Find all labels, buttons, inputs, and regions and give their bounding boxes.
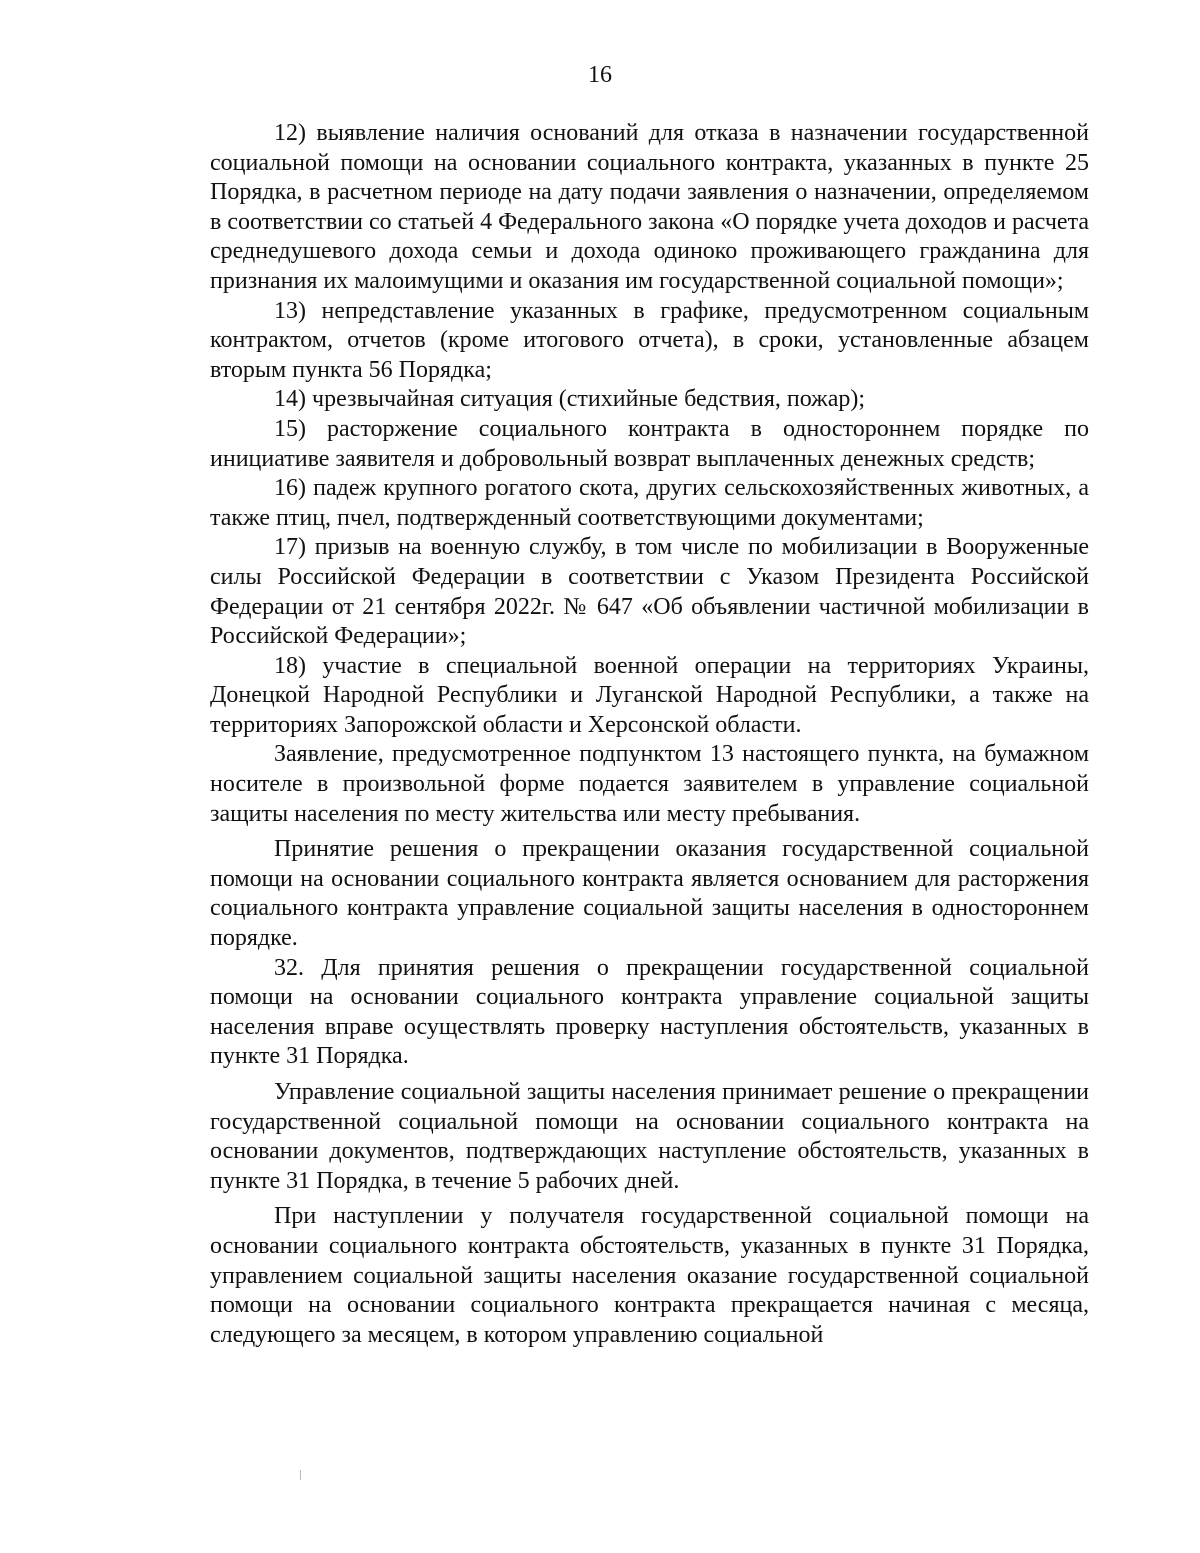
paragraph-application-note: Заявление, предусмотренное подпунктом 13 настоящего пункта, на бумажном носителе в произвольной форме подается заявителем в управление социальной защиты населения по месту жительства или месту пребывания. xyxy=(210,741,1089,827)
paragraph-section-32: 32. Для принятия решения о прекращении государственной социальной помощи на основании социального контракта управление социальной защиты населения вправе осуществлять проверку наступления обстоятельств, указанных в пункте 31 Порядка. xyxy=(210,954,1089,1070)
paragraph-item-12: 12) выявление наличия оснований для отказа в назначении государственной социальной помощи на основании социального контракта, указанных в пункте 25 Порядка, в расчетном периоде на дату подачи заявления о назначении, определяемом в соответствии со статьей 4 Федерального закона «О порядке учета доходов и расчета среднедушевого дохода семьи и дохода одиноко проживающего гражданина для признания их малоимущими и оказания им государственной социальной помощи»; xyxy=(210,120,1089,294)
paragraph-item-18: 18) участие в специальной военной операции на территориях Украины, Донецкой Народной Республики и Луганской Народной Республики, а также на территориях Запорожской области и Херсонской области. xyxy=(210,652,1089,738)
paragraph-item-15: 15) расторжение социального контракта в одностороннем порядке по инициативе заявителя и добровольный возврат выплаченных денежных средств; xyxy=(210,415,1089,472)
scan-artifact xyxy=(300,1470,301,1480)
paragraph-decision-deadline: Управление социальной защиты населения принимает решение о прекращении государственной социальной помощи на основании социального контракта на основании документов, подтверждающих наступление обстоятельств, указанных в пункте 31 Порядка, в течение 5 рабочих дней. xyxy=(210,1079,1089,1194)
page-number: 16 xyxy=(588,62,612,88)
paragraph-termination-basis: Принятие решения о прекращении оказания государственной социальной помощи на основании социального контракта является основанием для расторжения социального контракта управление социальной защиты населения в одностороннем порядке. xyxy=(210,836,1089,952)
paragraph-item-14: 14) чрезвычайная ситуация (стихийные бедствия, пожар); xyxy=(274,386,865,413)
paragraph-termination-start: При наступлении у получателя государственной социальной помощи на основании социального контракта обстоятельств, указанных в пункте 31 Порядка, управлением социальной защиты населения оказание государственной социальной помощи на основании социального контракта прекращается начиная с месяца, следующего за месяцем, в котором управлению социальной xyxy=(210,1203,1089,1348)
document-body xyxy=(210,119,1089,1350)
paragraph-item-16: 16) падеж крупного рогатого скота, других сельскохозяйственных животных, а также птиц, пчел, подтвержденный соответствующими документами; xyxy=(210,475,1089,531)
paragraph-item-13: 13) непредставление указанных в графике, предусмотренном социальным контрактом, отчетов (кроме итогового отчета), в сроки, установленные абзацем вторым пункта 56 Порядка; xyxy=(210,297,1089,383)
paragraph-item-17: 17) призыв на военную службу, в том числе по мобилизации в Вооруженные силы Российской Федерации в соответствии с Указом Президента Российской Федерации от 21 сентября 2022г. № 647 «Об объявлении частичной мобилизации в Российской Федерации»; xyxy=(210,534,1089,650)
